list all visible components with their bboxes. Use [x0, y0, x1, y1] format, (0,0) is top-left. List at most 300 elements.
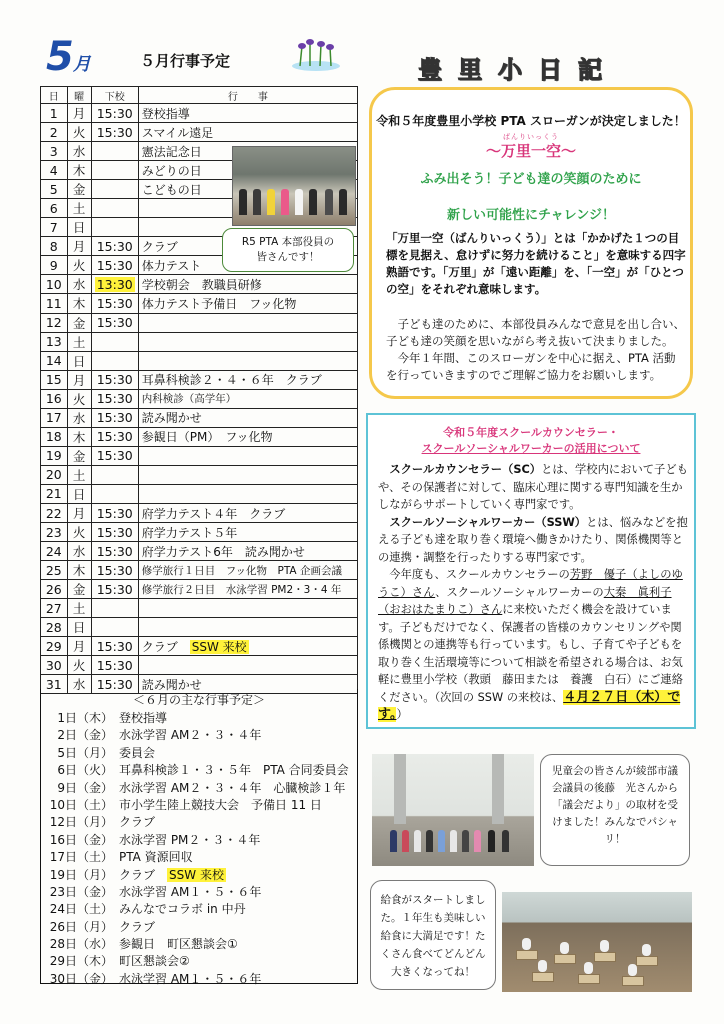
dismissal-time-cell-text: 15:30 — [96, 295, 133, 311]
june-item — [41, 919, 357, 936]
weekday-cell-text: 水 — [72, 544, 86, 560]
weekday-cell — [67, 351, 91, 370]
table-row — [41, 542, 358, 561]
table-row — [41, 599, 358, 618]
table-row — [41, 446, 358, 465]
day-cell-text: 17 — [45, 410, 62, 426]
event-cell-text: 府学力テスト6年 読み聞かせ — [141, 544, 305, 559]
dismissal-time-cell-text: 15:30 — [96, 257, 133, 273]
event-cell-text: 内科検診（高学年） — [141, 393, 237, 406]
dismissal-time-cell-text: 15:30 — [96, 638, 133, 654]
day-cell-text: 12 — [45, 315, 62, 331]
dismissal-time-cell — [91, 408, 138, 427]
weekday-cell — [67, 542, 91, 561]
day-cell-text: 21 — [45, 486, 62, 502]
event-cell — [138, 313, 357, 332]
day-cell-text: 30 — [45, 657, 62, 673]
slogan-explanation: 「万里一空（ばんりいっくう）」とは「かかげた１つの目標を見据え、怠けずに努力を続けること」を意味する四字熟語です。「万里」が「遠い距離」を、「一空」が「ひとつの空」をそれぞれ意味します。 — [386, 231, 686, 296]
dismissal-time-cell-text: 15:30 — [96, 657, 133, 673]
day-cell — [41, 313, 68, 332]
slogan-title: 令和５年度豊里小学校 PTA スローガンが決定しました！ — [376, 114, 686, 128]
weekday-cell-text: 月 — [72, 239, 86, 255]
june-date: 9日（金） — [57, 780, 113, 795]
event-cell-text: 学校朝会 教職員研修 — [141, 277, 262, 292]
event-cell-text: 修学旅行２日目 水泳学習 PM2・3・4 年 — [141, 583, 342, 596]
dismissal-time-cell — [91, 275, 138, 294]
weekday-cell — [67, 161, 91, 180]
dismissal-time-cell-text: 15:30 — [96, 581, 133, 597]
weekday-cell-text: 日 — [72, 620, 86, 636]
day-cell-text: 8 — [49, 238, 58, 254]
counselor-title — [368, 425, 694, 457]
day-cell-text: 13 — [45, 334, 62, 350]
day-cell — [41, 218, 68, 237]
event-cell-text: スマイル遠足 — [141, 125, 214, 140]
event-cell — [138, 104, 357, 123]
table-row — [41, 656, 358, 675]
dismissal-time-cell-text: 15:30 — [96, 315, 133, 331]
day-cell — [41, 484, 68, 503]
event-cell — [138, 561, 357, 580]
weekday-cell — [67, 389, 91, 408]
day-cell-text: 29 — [45, 638, 62, 654]
dismissal-time-cell — [91, 561, 138, 580]
ssw-visit-badge: SSW 来校 — [169, 867, 224, 882]
june-event: クラブ — [119, 867, 156, 882]
june-date: 26日（月） — [49, 919, 113, 934]
day-cell — [41, 599, 68, 618]
event-cell — [138, 523, 357, 542]
event-cell-text: 読み聞かせ — [141, 677, 202, 692]
june-date: 29日（木） — [49, 954, 113, 969]
table-row — [41, 523, 358, 542]
june-event: 水泳学習 AM２・３・４年 心臓検診１年 — [119, 780, 346, 795]
table-row — [41, 580, 358, 599]
weekday-cell — [67, 313, 91, 332]
june-date: 23日（金） — [49, 884, 113, 899]
june-date: 12日（月） — [49, 815, 113, 830]
dismissal-time-cell — [91, 294, 138, 313]
weekday-cell-text: 月 — [72, 372, 86, 388]
weekday-cell-text: 金 — [72, 315, 86, 331]
weekday-cell-text: 土 — [72, 334, 86, 350]
june-item — [41, 814, 357, 831]
event-cell-text: みどりの日 — [141, 163, 202, 178]
day-cell-text: 2 — [49, 124, 58, 140]
school-lunch-caption: 給食がスタートしました。１年生も美味しい給食に大満足です！たくさん食べてどんどん大きくなってね！ — [370, 880, 496, 990]
event-cell — [138, 637, 357, 656]
day-cell-text: 7 — [49, 219, 58, 235]
day-cell-text: 19 — [45, 448, 62, 464]
weekday-cell — [67, 199, 91, 218]
weekday-cell-text: 木 — [72, 563, 86, 579]
event-cell — [138, 465, 357, 484]
contact-text: 今年度も、スクールカウンセラーの — [378, 568, 570, 581]
dismissal-time-cell — [91, 161, 138, 180]
table-row — [41, 465, 358, 484]
june-date: 30日（金） — [49, 971, 113, 986]
june-item — [41, 901, 357, 918]
table-header-row — [41, 87, 358, 104]
day-cell-text: 15 — [45, 372, 62, 388]
dismissal-time-cell-text: 15:30 — [96, 105, 133, 121]
event-cell — [138, 446, 357, 465]
table-row — [41, 484, 358, 503]
table-row — [41, 104, 358, 123]
weekday-cell — [67, 237, 91, 256]
weekday-cell-text: 土 — [72, 201, 86, 217]
event-cell — [138, 294, 357, 313]
ssw-name: 大秦 眞利子（おおはたまりこ）さん — [378, 585, 672, 616]
weekday-cell-text: 金 — [72, 582, 86, 598]
dismissal-time-cell — [91, 599, 138, 618]
dismissal-time-cell — [91, 389, 138, 408]
day-cell — [41, 351, 68, 370]
weekday-cell — [67, 332, 91, 351]
weekday-cell-text: 木 — [72, 296, 86, 312]
day-cell — [41, 523, 68, 542]
event-cell — [138, 503, 357, 522]
slogan-message-p1: 子ども達のために、本部役員みんなで意見を出し合い、子ども達の笑顔を思いながら考え抜いて決まりました。 — [386, 317, 685, 348]
dismissal-time-cell — [91, 523, 138, 542]
weekday-cell-text: 水 — [72, 277, 86, 293]
june-event: 水泳学習 PM２・３・４年 — [119, 832, 261, 847]
dismissal-time-cell-text: 15:30 — [96, 505, 133, 521]
day-cell-text: 24 — [45, 543, 62, 559]
day-cell — [41, 332, 68, 351]
day-cell — [41, 256, 68, 275]
counselor-title-line2: スクールソーシャルワーカーの活用について — [421, 442, 641, 455]
counselor-body — [378, 461, 690, 724]
weekday-cell-text: 火 — [72, 525, 86, 541]
june-event: 耳鼻科検診１・３・５年 PTA 合同委員会 — [119, 763, 349, 778]
day-cell — [41, 275, 68, 294]
day-cell-text: 20 — [45, 467, 62, 483]
weekday-cell — [67, 427, 91, 446]
day-cell — [41, 637, 68, 656]
slogan-line-2: 新しい可能性にチャレンジ！ — [447, 208, 615, 223]
day-cell-text: 5 — [49, 181, 58, 197]
table-row — [41, 637, 358, 656]
school-lunch-photo — [502, 892, 692, 992]
day-cell — [41, 237, 68, 256]
weekday-cell — [67, 523, 91, 542]
weekday-cell — [67, 142, 91, 161]
header-weekday: 曜 — [67, 87, 91, 104]
weekday-cell — [67, 637, 91, 656]
slogan-message-p2: 今年１年間、このスローガンを中心に据え、PTA 活動を行っていきますのでご理解ご協力をお願いします。 — [386, 351, 676, 382]
ssw-paragraph — [378, 514, 690, 567]
caption-line: 皆さんです！ — [256, 251, 320, 263]
dismissal-time-cell — [91, 370, 138, 389]
day-cell — [41, 199, 68, 218]
dismissal-time-cell — [91, 446, 138, 465]
weekday-cell — [67, 618, 91, 637]
event-cell — [138, 580, 357, 599]
ssw-text: とは、悩みなどを抱える子ども達を取り巻く環境へ働きかけたり、関係機関等との連携・調整を行ったりする専門家です。 — [378, 515, 688, 564]
day-cell — [41, 180, 68, 199]
ssw-term: スクールソーシャルワーカー（SSW） — [389, 515, 587, 529]
day-cell-text: 10 — [45, 276, 62, 292]
event-cell — [138, 275, 357, 294]
day-cell-text: 11 — [45, 295, 62, 311]
event-cell-text: 耳鼻科検診２・４・６年 クラブ — [141, 373, 322, 388]
weekday-cell — [67, 123, 91, 142]
day-cell — [41, 123, 68, 142]
table-row — [41, 370, 358, 389]
day-cell — [41, 580, 68, 599]
weekday-cell-text: 金 — [72, 448, 86, 464]
event-cell-text: クラブ — [141, 639, 178, 654]
day-cell-text: 18 — [45, 429, 62, 445]
june-item — [41, 727, 357, 744]
day-cell — [41, 446, 68, 465]
june-date: 16日（金） — [49, 832, 113, 847]
dismissal-time-cell-text: 15:30 — [96, 429, 133, 445]
june-event: クラブ — [119, 815, 156, 830]
june-event: 水泳学習 AM１・５・６年 — [119, 971, 262, 986]
dismissal-time-cell — [91, 542, 138, 561]
event-cell — [138, 427, 357, 446]
june-event: みんなでコラボ in 中丹 — [119, 902, 246, 917]
weekday-cell-text: 金 — [72, 182, 86, 198]
weekday-cell-text: 火 — [72, 125, 86, 141]
weekday-cell-text: 月 — [72, 106, 86, 122]
weekday-cell-text: 火 — [72, 658, 86, 674]
counselor-title-line1: 令和５年度スクールカウンセラー・ — [443, 426, 619, 439]
june-date: 19日（月） — [49, 867, 113, 882]
table-row — [41, 408, 358, 427]
dismissal-time-cell — [91, 351, 138, 370]
month-number: 5月 — [46, 34, 90, 80]
diary-title: 豊里小日記 — [418, 56, 618, 84]
weekday-cell — [67, 599, 91, 618]
day-cell-text: 26 — [45, 581, 62, 597]
student-council-photo — [372, 754, 534, 866]
weekday-cell — [67, 446, 91, 465]
june-event: 参観日 町区懇談会① — [119, 937, 238, 952]
counselor-box — [366, 413, 696, 729]
event-cell-text: 体力テスト予備日 フッ化物 — [141, 296, 297, 311]
june-date: 28日（水） — [49, 937, 113, 952]
highlighted-time: 13:30 — [96, 276, 133, 292]
weekday-cell — [67, 465, 91, 484]
day-cell — [41, 465, 68, 484]
day-cell-text: 28 — [45, 619, 62, 635]
weekday-cell — [67, 561, 91, 580]
event-cell — [138, 542, 357, 561]
june-date: 5日（月） — [57, 745, 113, 760]
event-cell — [138, 332, 357, 351]
june-date: 2日（金） — [57, 728, 113, 743]
table-row — [41, 332, 358, 351]
contact-paragraph — [378, 566, 690, 724]
event-cell — [138, 123, 357, 142]
dismissal-time-cell — [91, 332, 138, 351]
day-cell-text: 9 — [49, 257, 58, 273]
weekday-cell-text: 水 — [72, 410, 86, 426]
weekday-cell-text: 月 — [72, 506, 86, 521]
pta-officers-photo — [232, 146, 356, 226]
dismissal-time-cell-text: 15:30 — [96, 448, 133, 464]
weekday-cell — [67, 218, 91, 237]
day-cell — [41, 618, 68, 637]
day-cell — [41, 161, 68, 180]
event-cell-text: 登校指導 — [141, 106, 190, 121]
june-item — [41, 780, 357, 797]
table-row — [41, 503, 358, 522]
june-item — [41, 971, 357, 988]
event-cell — [138, 408, 357, 427]
dismissal-time-cell — [91, 256, 138, 275]
weekday-cell-text: 土 — [72, 601, 86, 617]
sc-paragraph — [378, 461, 690, 514]
june-event: 水泳学習 AM１・５・６年 — [119, 884, 262, 899]
dismissal-time-cell — [91, 199, 138, 218]
slogan-name: 〜万里一空〜 — [485, 142, 576, 160]
contact-text: に来校いただく機会を設けています。子どもだけでなく、保護者の皆様のカウンセリングや関係機関との連携等も行っています。もし、子育てや子どもを取り巻く生活環境等について相談を希望される場合は、お気軽に豊里小学校（教頭 藤田または 養護 白石）にご連絡ください。（次回の SSW の来校は、 — [378, 603, 684, 704]
june-date: 1日（木） — [57, 711, 113, 725]
slogan-ruby: ばんりいっくう — [503, 133, 559, 141]
june-date: 24日（土） — [49, 902, 113, 917]
day-cell — [41, 427, 68, 446]
day-cell — [41, 389, 68, 408]
day-cell — [41, 561, 68, 580]
day-cell-text: 31 — [45, 676, 62, 692]
dismissal-time-cell-text: 15:30 — [96, 676, 133, 692]
slogan-message — [386, 316, 686, 384]
event-cell-text: 憲法記念日 — [141, 144, 202, 159]
table-row — [41, 123, 358, 142]
day-cell-text: 16 — [45, 391, 62, 407]
next-ssw-date: ４月２７日（木）です。 — [378, 689, 681, 722]
weekday-cell-text: 日 — [72, 353, 86, 369]
june-item — [41, 884, 357, 901]
weekday-cell-text: 月 — [72, 639, 86, 655]
weekday-cell-text: 土 — [72, 467, 86, 483]
june-schedule — [40, 689, 358, 984]
day-cell — [41, 294, 68, 313]
day-cell — [41, 142, 68, 161]
weekday-cell — [67, 656, 91, 675]
event-cell — [138, 389, 357, 408]
sc-term: スクールカウンセラー（SC） — [389, 463, 542, 476]
dismissal-time-cell-text: 15:30 — [96, 372, 133, 388]
weekday-cell-text: 木 — [72, 163, 86, 179]
event-cell — [138, 351, 357, 370]
dismissal-time-cell-text: 15:30 — [96, 562, 133, 578]
dismissal-time-cell-text: 15:30 — [96, 238, 133, 254]
contact-text: 、スクールソーシャルワーカーの — [435, 585, 604, 599]
weekday-cell — [67, 484, 91, 503]
june-item — [41, 832, 357, 849]
day-cell — [41, 656, 68, 675]
dismissal-time-cell-text: 15:30 — [96, 124, 133, 140]
weekday-cell-text: 日 — [72, 220, 86, 236]
table-row — [41, 618, 358, 637]
weekday-cell-text: 火 — [72, 391, 86, 407]
event-cell — [138, 618, 357, 637]
header-day: 日 — [41, 87, 68, 104]
table-row — [41, 351, 358, 370]
event-cell-text: 府学力テスト５年 — [141, 525, 238, 540]
dismissal-time-cell — [91, 313, 138, 332]
weekday-cell — [67, 104, 91, 123]
weekday-cell — [67, 180, 91, 199]
event-cell-text: こどもの日 — [141, 182, 202, 197]
june-item — [41, 797, 357, 814]
june-date: 10日（土） — [49, 797, 113, 812]
caption-line: R5 PTA 本部役員の — [241, 236, 335, 248]
june-event: PTA 資源回収 — [119, 850, 193, 865]
event-cell-text: クラブ — [141, 239, 178, 254]
header-dismissal: 下校 — [91, 87, 138, 104]
event-cell-text: 府学力テスト４年 クラブ — [141, 506, 286, 521]
june-item — [41, 936, 357, 953]
photo-caption-pta — [222, 228, 354, 272]
june-item — [41, 867, 357, 884]
june-item — [41, 710, 357, 727]
weekday-cell — [67, 408, 91, 427]
day-cell — [41, 503, 68, 522]
weekday-cell — [67, 580, 91, 599]
day-cell-text: 14 — [45, 353, 62, 369]
june-event: 市小学生陸上競技大会 予備日 11 日 — [119, 797, 322, 812]
event-cell — [138, 656, 357, 675]
month-title: ５月行事予定 — [140, 52, 231, 70]
table-row — [41, 561, 358, 580]
weekday-cell — [67, 503, 91, 522]
weekday-cell — [67, 275, 91, 294]
june-heading: ＜６月の主な行事予定＞ — [132, 693, 265, 707]
day-cell-text: 22 — [45, 505, 62, 521]
june-event: 登校指導 — [119, 711, 168, 725]
weekday-cell-text: 水 — [72, 677, 86, 693]
dismissal-time-cell — [91, 618, 138, 637]
day-cell — [41, 408, 68, 427]
table-row — [41, 275, 358, 294]
ssw-visit-badge: SSW 来校 — [191, 639, 247, 654]
day-cell-text: 4 — [49, 162, 58, 178]
dismissal-time-cell-text: 15:30 — [96, 391, 133, 407]
table-row — [41, 294, 358, 313]
dismissal-time-cell — [91, 656, 138, 675]
june-date: 6日（火） — [57, 763, 113, 778]
weekday-cell-text: 水 — [72, 144, 86, 160]
event-cell — [138, 370, 357, 389]
dismissal-time-cell — [91, 465, 138, 484]
day-cell — [41, 104, 68, 123]
header-events: 行 事 — [138, 87, 357, 104]
day-cell — [41, 370, 68, 389]
weekday-cell-text: 日 — [72, 486, 86, 502]
weekday-cell-text: 火 — [72, 258, 86, 274]
day-cell-text: 1 — [49, 105, 58, 121]
june-item — [41, 953, 357, 970]
dismissal-time-cell — [91, 218, 138, 237]
sc-name: 芳野 優子（よしのゆうこ）さん — [378, 568, 683, 599]
table-row — [41, 389, 358, 408]
june-item — [41, 849, 357, 866]
june-date: 17日（土） — [49, 850, 113, 865]
june-event: 委員会 — [119, 745, 156, 760]
june-event: 水泳学習 AM２・３・４年 — [119, 728, 262, 743]
table-row — [41, 313, 358, 332]
dismissal-time-cell — [91, 484, 138, 503]
dismissal-time-cell — [91, 123, 138, 142]
dismissal-time-cell — [91, 637, 138, 656]
event-cell-text: 参観日（PM） フッ化物 — [141, 430, 273, 445]
